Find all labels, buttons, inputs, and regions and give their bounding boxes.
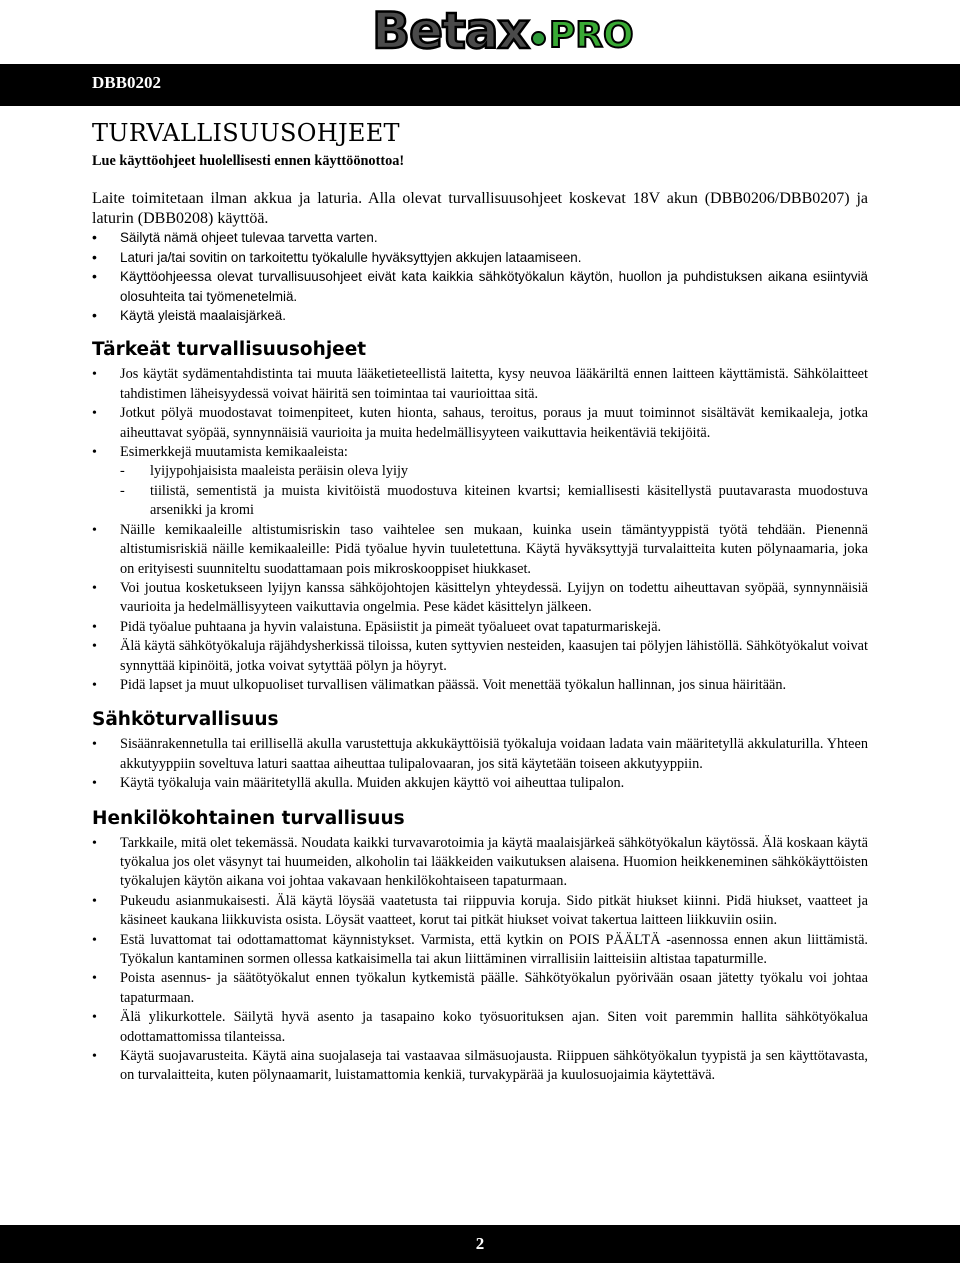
list-item: • Jotkut pölyä muodostavat toimenpiteet, kuten hionta, sahaus, teroitus, poraus ja muut toiminnot sisältävät kemikaaleja, jotka aiheuttavat syöpää, synnynnäisiä vaurioita ja muita hedelmällisyyteen vaikuttavia heikentäviä tekijöitä. [92,404,868,443]
list-item: • Jos käytät sydämentahdistinta tai muuta lääketieteellistä laitetta, kysy neuvoa lääkäriltä ennen laitteen käyttämistä. Sähkölaitteet tahdistimen läheisyydessä voivat häiritä sen toimintaa tai vaurioittaa sitä. [92,365,868,404]
list-item: • Pidä lapset ja muut ulkopuoliset turvallisen välimatkan päässä. Voit menettää työkalun hallinnan, jos sinua häiritään. [92,676,868,695]
page-subtitle: Lue käyttöohjeet huolellisesti ennen käyttöönottoa! [92,153,405,169]
list-item: • Älä ylikurkottele. Säilytä hyvä asento ja tasapaino koko työsuorituksen ajan. Siten voit paremmin hallita sähkötyökalua odottamattomissa tilanteissa. [92,1008,868,1047]
section-heading-important: Tärkeät turvallisuusohjeet [92,339,367,361]
logo-suffix-text: PRO [548,15,634,56]
document-body [92,118,868,1086]
general-list [92,228,868,325]
list-item: • Näille kemikaaleille altistumisriskin taso vaihtelee sen mukaan, kuinka usein tämäntyyppistä työtä tehdään. Pienennä altistumisriskiä näille kemikaaleille: Pidä työalue hyvin tuuletettuna. Käytä hyväksyttyjä turvalaitteita kuten pölynaamaria, joka on erityisesti suunniteltu suodattamaan pois mikroskooppiset hiukkaset. [92,521,868,579]
page-title: TURVALLISUUSOHJEET [92,119,400,147]
section-heading-personal: Henkilökohtainen turvallisuus [92,807,405,829]
list-item: • Käytä yleistä maalaisjärkeä. [92,306,868,325]
list-item: • Käytä suojavarusteita. Käytä aina suojalaseja tai vastaavaa silmäsuojausta. Riippuen sähkötyökalun tyypistä ja sen käyttötavasta, on turvalaitteita, kuten pölynaamarit, luistamattomia kenkiä, turvakypärää ja kuulosuojaimia käytettävä. [92,1047,868,1086]
important-list [92,365,868,695]
list-item: • Sisäänrakennetulla tai erillisellä akulla varustettuja akkukäyttöisiä työkaluja voidaan ladata vain määritetyllä akkulaturilla. Yhteen akkutyyppiin soveltuva laturi saattaa aiheuttaa tulipalovaaran, jos sitä käytetään toiseen akkutyyppiin. [92,735,868,774]
list-item-chemicals [92,443,868,521]
section-heading-electrical: Sähköturvallisuus [92,709,279,731]
list-item: • Poista asennus- ja säätötyökalut ennen työkalun kytkemistä päälle. Sähkötyökalun pyörivään osaan jätetty työkalu voi johtaa tapaturmaan. [92,969,868,1008]
header-bar [0,64,960,106]
chemicals-label: Esimerkkejä muutamista kemikaaleista: [120,444,348,461]
chemicals-sublist [120,462,868,520]
list-item: • Tarkkaile, mitä olet tekemässä. Noudata kaikki turvavarotoimia ja käytä maalaisjärkeä sähkötyökalun käytössä. Älä koskaan käytä työkalua jos olet väsynyt tai huumeiden, alkoholin tai lääkkeiden vaikutuksen alaisena. Huomion heikkeneminen sähkökäyttöisten työkalujen käytön aikana voi johtaa vakavaan henkilökohtaiseen tapaturmaan. [92,834,868,892]
list-item: • Pidä työalue puhtaana ja hyvin valaistuna. Epäsiistit ja pimeät työalueet ovat tapaturmariskejä. [92,618,868,637]
page-number: 2 [475,1234,485,1253]
list-item: • Älä käytä sähkötyökaluja räjähdysherkissä tiloissa, kuten syttyvien nesteiden, kaasujen tai pölyjen lähistöllä. Sähkötyökalut voivat synnyttää kipinöitä, jotka voivat sytyttää pölyn ja höyryt. [92,637,868,676]
list-item: • Laturi ja/tai sovitin on tarkoitettu työkalulle hyväksyttyjen akkujen lataamiseen. [92,248,868,267]
intro-paragraph: Laite toimitetaan ilman akkua ja laturia. Alla olevat turvallisuusohjeet koskevat 18V akun (DBB0206/DBB0207) ja laturin (DBB0208) käyttöä. [92,190,868,227]
list-item: • Käyttöohjeessa olevat turvallisuusohjeet eivät kata kaikkia sähkötyökalun käytön, huollon ja puhdistuksen aikana esiintyviä olosuhteita tai työmenetelmiä. [92,267,868,306]
logo-brand-text: Betax [372,2,529,60]
sublist-item: - lyijypohjaisista maaleista peräisin oleva lyijy [120,462,868,481]
list-item: • Estä luvattomat tai odottamattomat käynnistykset. Varmista, että kytkin on POIS PÄÄLTÄ -asennossa ennen akun liittämistä. Työkalun kantaminen sormen ollessa katkaisimella tai akun liittäminen virrallisiin laitteisiin altistaa tapaturmille. [92,931,868,970]
model-number: DBB0202 [92,73,161,92]
list-item: • Voi joutua kosketukseen lyijyn kanssa sähköjohtojen käsittelyn yhteydessä. Lyijyn on todettu aiheuttavan syöpää, synnynnäisiä vaurioita ja hedelmällisyyteen vaikuttavia ongelmia. Pese kädet käsittelyn jälkeen. [92,579,868,618]
brand-logo [372,2,634,60]
list-item: • Pukeudu asianmukaisesti. Älä käytä löysää vaatetusta tai riippuvia koruja. Sido pitkät hiukset kiinni. Pidä hiukset, vaatteet ja käsineet kaukana liikkuvista osista. Löysät vaatteet, korut tai pitkät hiukset voivat takertua laitteen liikkuviin osiin. [92,892,868,931]
electrical-list [92,735,868,793]
footer-bar [0,1225,960,1263]
logo-dot-icon [531,31,546,46]
personal-list [92,834,868,1086]
list-item: • Käytä työkaluja vain määritetyllä akulla. Muiden akkujen käyttö voi aiheuttaa tulipalon. [92,774,868,793]
list-item: • Säilytä nämä ohjeet tulevaa tarvetta varten. [92,228,868,247]
sublist-item: - tiilistä, sementistä ja muista kivitöistä muodostuva kiteinen kvartsi; kemiallisesti käsitellystä puutavarasta muodostuva arsenikki ja kromi [120,482,868,521]
